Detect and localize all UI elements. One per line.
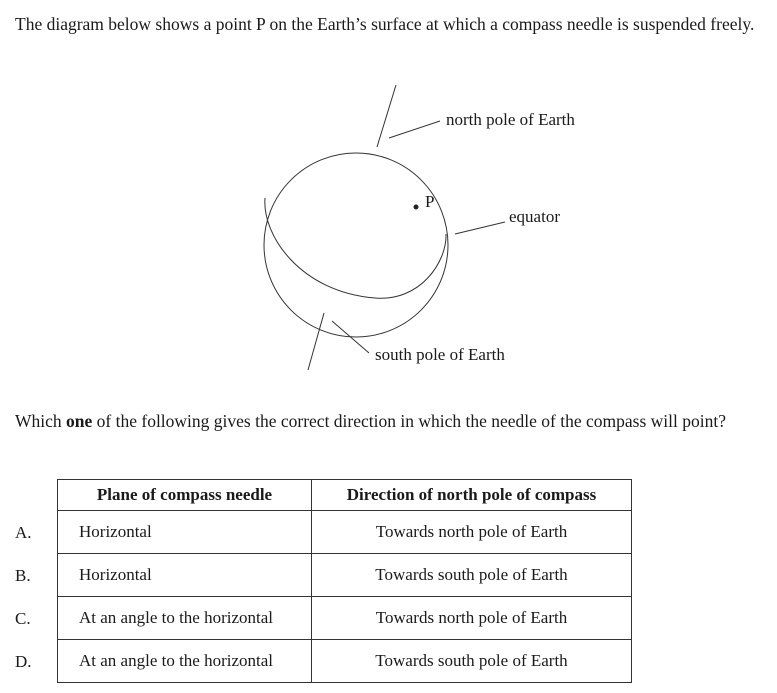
direction-cell: Towards south pole of Earth xyxy=(312,554,632,597)
option-letter-c[interactable]: C. xyxy=(15,609,31,628)
direction-cell: Towards south pole of Earth xyxy=(312,640,632,683)
plane-cell: Horizontal xyxy=(58,511,312,554)
south-axis-line xyxy=(308,313,324,370)
intro-text: The diagram below shows a point P on the Earth’s surface at which a compass needle is suspended freely. xyxy=(15,14,755,34)
table-header-row xyxy=(58,480,632,511)
question-after: of the following gives the correct direction in which the needle of the compass will point? xyxy=(92,411,726,431)
point-p-label: P xyxy=(425,192,435,211)
plane-cell: Horizontal xyxy=(58,554,312,597)
header-direction: Direction of north pole of compass xyxy=(312,480,632,511)
question-text xyxy=(15,409,755,433)
north-axis-line xyxy=(377,85,396,147)
direction-cell: Towards north pole of Earth xyxy=(312,597,632,640)
table-row[interactable] xyxy=(58,511,632,554)
point-p-dot xyxy=(414,205,419,210)
north-pole-label: north pole of Earth xyxy=(446,110,575,129)
question-emphasis: one xyxy=(66,411,93,431)
table-row[interactable] xyxy=(58,597,632,640)
equator-line xyxy=(265,198,446,298)
option-letter-d[interactable]: D. xyxy=(15,652,32,671)
header-plane: Plane of compass needle xyxy=(58,480,312,511)
options-table xyxy=(57,479,632,683)
question-before: Which xyxy=(15,411,67,431)
direction-cell: Towards north pole of Earth xyxy=(312,511,632,554)
equator-label: equator xyxy=(509,207,560,226)
equator-leader xyxy=(455,222,505,234)
table-row[interactable] xyxy=(58,640,632,683)
option-letter-a[interactable]: A. xyxy=(15,523,32,542)
earth-sphere xyxy=(264,153,448,337)
option-letter-b[interactable]: B. xyxy=(15,566,31,585)
plane-cell: At an angle to the horizontal xyxy=(58,640,312,683)
south-pole-label: south pole of Earth xyxy=(375,345,505,364)
table-row[interactable] xyxy=(58,554,632,597)
north-pole-leader xyxy=(389,121,440,138)
plane-cell: At an angle to the horizontal xyxy=(58,597,312,640)
